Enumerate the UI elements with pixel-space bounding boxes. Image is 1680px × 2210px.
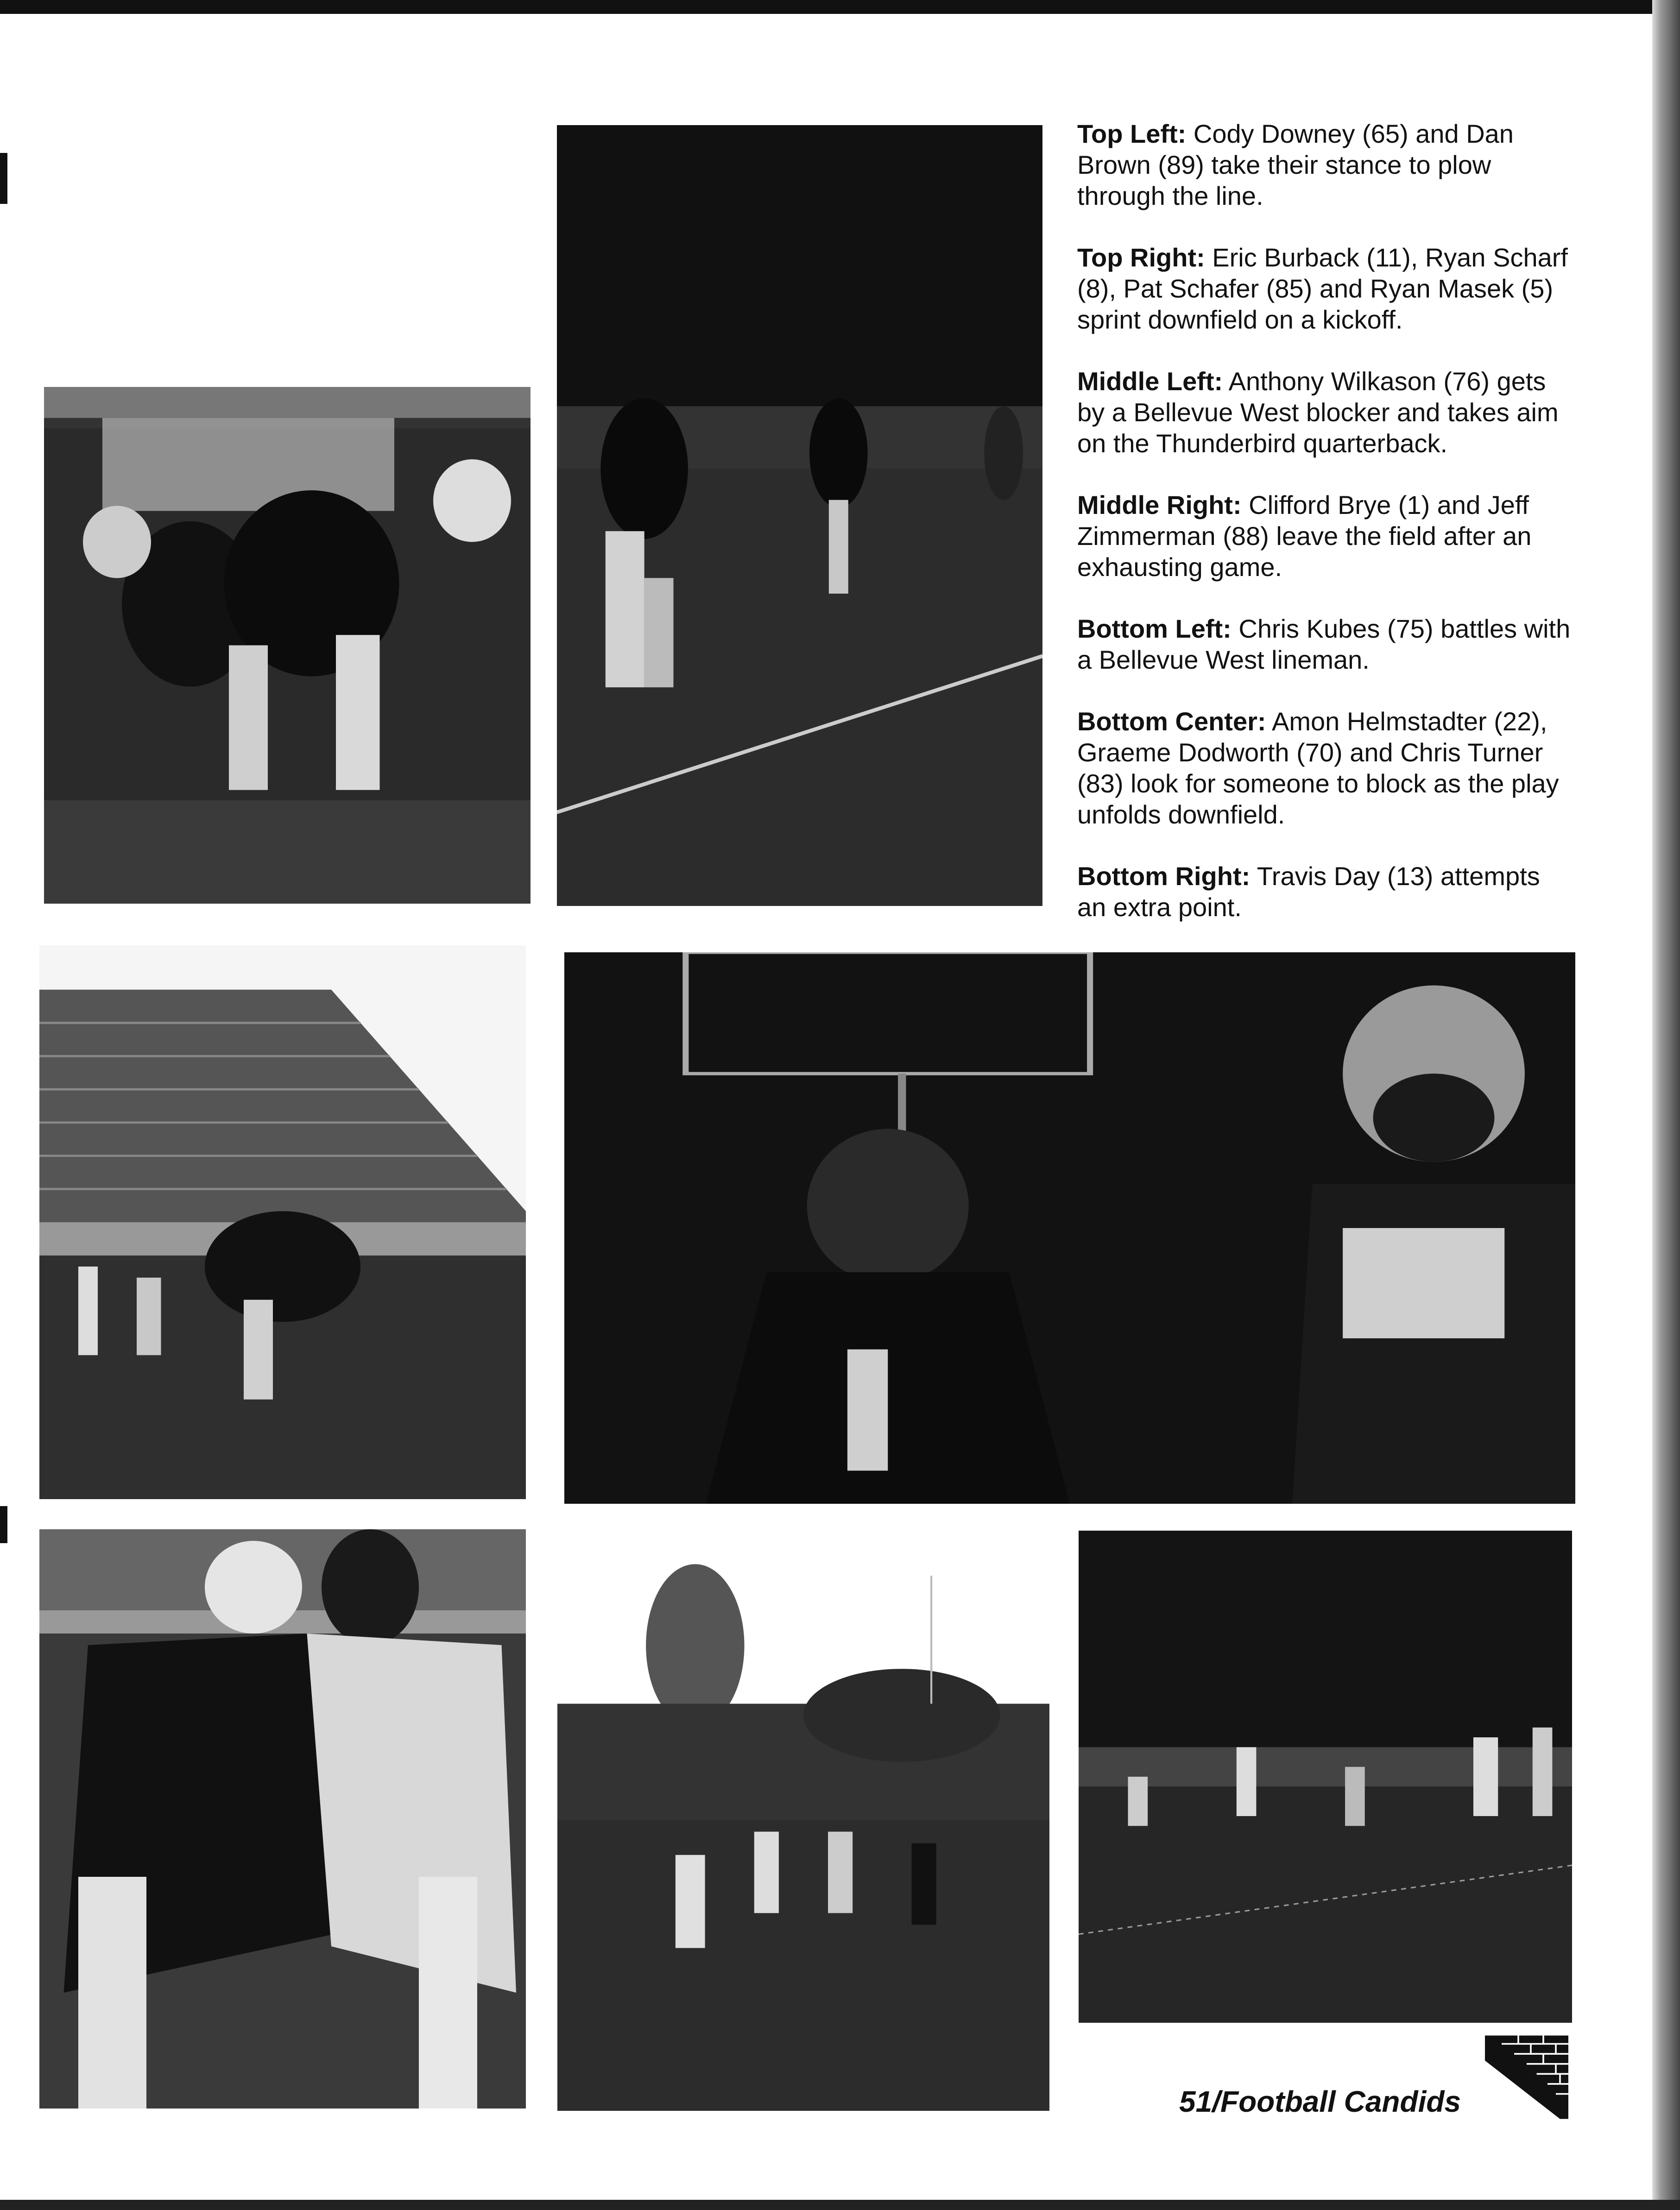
page-right-edge bbox=[1652, 0, 1680, 2210]
caption-text: Travis Day (13) attempts an extra point. bbox=[1077, 861, 1540, 922]
caption-bottom-left bbox=[1077, 613, 1573, 675]
page-number-label: 51/Football Candids bbox=[1179, 2085, 1461, 2118]
caption-top-left bbox=[1077, 118, 1573, 211]
caption-middle-right bbox=[1077, 489, 1573, 583]
page-top-edge bbox=[0, 0, 1680, 14]
caption-text: Amon Helmstadter (22), Graeme Dodworth (70) and Chris Turner (83) look for someone to block as the play unfolds downfield. bbox=[1077, 707, 1559, 829]
photo-captions bbox=[1077, 118, 1573, 953]
caption-bottom-center bbox=[1077, 706, 1573, 830]
caption-text: Chris Kubes (75) battles with a Bellevue West lineman. bbox=[1077, 614, 1571, 674]
caption-label: Middle Left: bbox=[1077, 367, 1223, 396]
page-bottom-edge bbox=[0, 2200, 1680, 2210]
caption-label: Middle Right: bbox=[1077, 490, 1242, 519]
binding-mark-top bbox=[0, 153, 7, 204]
caption-text: Eric Burback (11), Ryan Scharf (8), Pat Schafer (85) and Ryan Masek (5) sprint downfield on a kickoff. bbox=[1077, 243, 1568, 334]
caption-text: Anthony Wilkason (76) gets by a Bellevue West blocker and takes aim on the Thunderbird quarterback. bbox=[1077, 367, 1559, 458]
photo-middle-right bbox=[564, 952, 1575, 1504]
photo-top-right bbox=[557, 125, 1042, 906]
caption-middle-left bbox=[1077, 366, 1573, 459]
caption-top-right bbox=[1077, 242, 1573, 335]
binding-mark-bottom bbox=[0, 1506, 7, 1543]
photo-top-left bbox=[44, 387, 531, 904]
caption-label: Top Left: bbox=[1077, 119, 1187, 148]
caption-bottom-right bbox=[1077, 861, 1573, 923]
caption-label: Top Right: bbox=[1077, 243, 1205, 272]
caption-text: Cody Downey (65) and Dan Brown (89) take their stance to plow through the line. bbox=[1077, 119, 1514, 210]
photo-bottom-left bbox=[39, 1529, 526, 2109]
caption-label: Bottom Center: bbox=[1077, 707, 1266, 736]
caption-text: Clifford Brye (1) and Jeff Zimmerman (88) leave the field after an exhausting game. bbox=[1077, 490, 1532, 582]
photo-bottom-right bbox=[1079, 1531, 1572, 2023]
photo-middle-left bbox=[39, 945, 526, 1499]
caption-label: Bottom Left: bbox=[1077, 614, 1232, 643]
caption-label: Bottom Right: bbox=[1077, 861, 1251, 891]
brick-wall-icon bbox=[1485, 2034, 1568, 2120]
photo-bottom-center bbox=[557, 1529, 1049, 2111]
